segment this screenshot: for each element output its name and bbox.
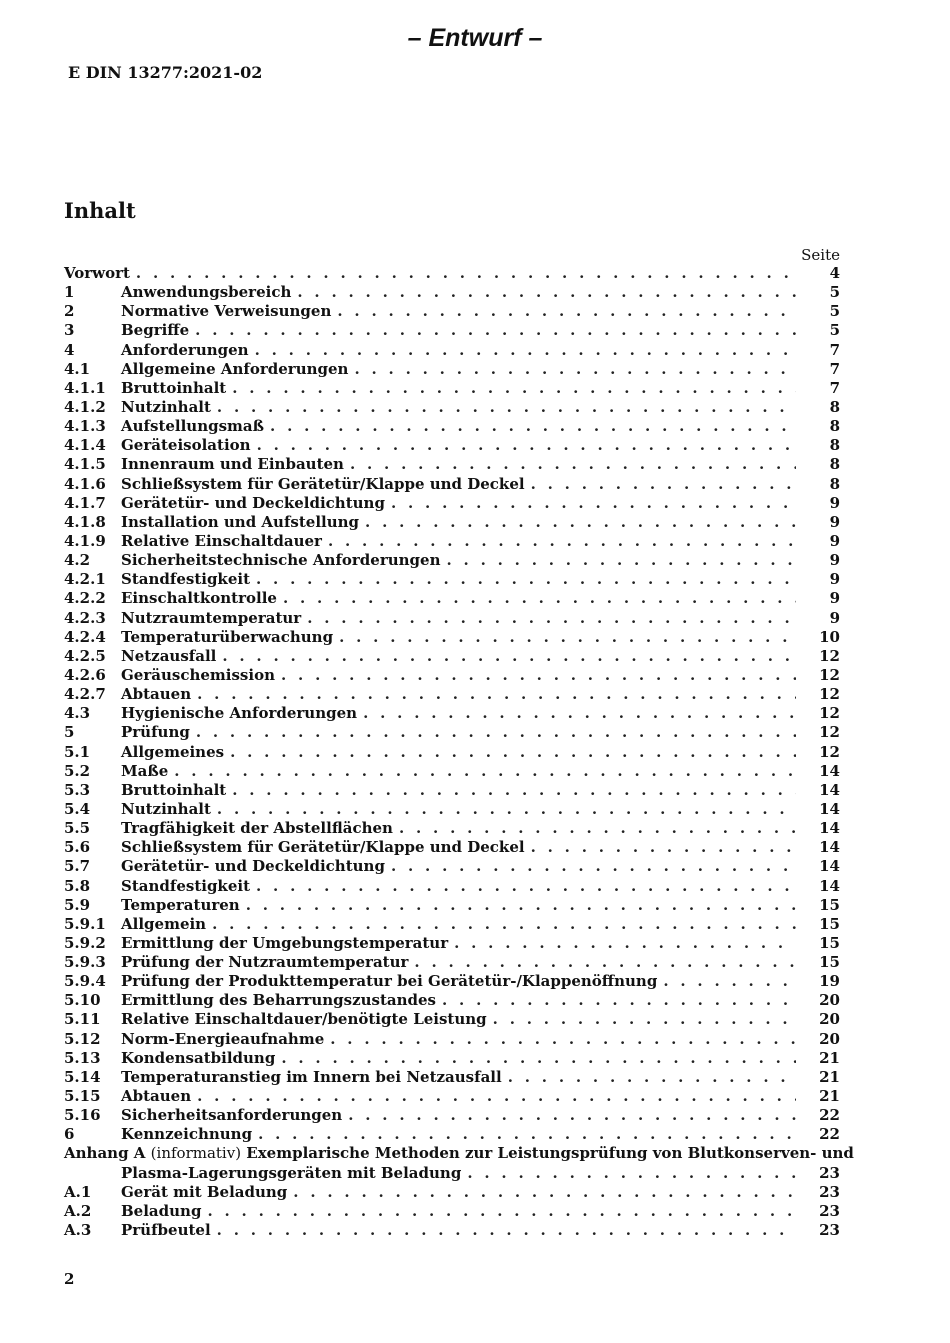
annex-informativ: (informativ) — [150, 1144, 242, 1163]
toc-entry-page: 21 — [819, 1087, 840, 1106]
dot-leader — [328, 532, 796, 551]
toc-entry-page: 14 — [819, 876, 840, 895]
toc-entry-title: Ermittlung der Umgebungstemperatur — [121, 933, 449, 952]
toc-entry-number: 5.6 — [64, 838, 91, 857]
dot-leader — [391, 494, 796, 513]
toc-entry-page: 15 — [819, 953, 840, 972]
toc-entry-number: 5.11 — [64, 1010, 101, 1029]
toc-entry-title: Kondensatbildung — [121, 1048, 276, 1067]
dot-leader — [232, 781, 796, 800]
toc-entry-number: 5.1 — [64, 742, 91, 761]
toc-entry-page: 8 — [829, 436, 840, 455]
annex-page: 23 — [819, 1163, 840, 1182]
toc-entry[interactable] — [64, 475, 840, 494]
toc-entry[interactable] — [64, 417, 840, 436]
toc-entry-page: 12 — [819, 665, 840, 684]
dot-leader — [339, 628, 796, 647]
toc-entry-page: 9 — [829, 551, 840, 570]
toc-entry-page: 12 — [819, 646, 840, 665]
dot-leader — [391, 857, 796, 876]
toc-entry[interactable] — [64, 838, 840, 857]
toc-entry[interactable] — [64, 723, 840, 742]
toc-entry-title: Geräteisolation — [121, 436, 251, 455]
toc-entry-number: A.1 — [64, 1182, 92, 1201]
dot-leader — [350, 455, 796, 474]
toc-entry-title: Sicherheitsanforderungen — [121, 1106, 343, 1125]
toc-entry[interactable] — [64, 628, 840, 647]
toc-entry-page: 15 — [819, 895, 840, 914]
toc-entry[interactable] — [64, 1068, 840, 1087]
dot-leader — [414, 953, 796, 972]
toc-entry[interactable] — [64, 1030, 840, 1049]
toc-entry-page: 7 — [829, 359, 840, 378]
toc-entry-page: 21 — [819, 1067, 840, 1086]
toc-entry[interactable] — [64, 589, 840, 608]
dot-leader — [255, 341, 796, 360]
dot-leader — [354, 360, 796, 379]
toc-entry-title: Tragfähigkeit der Abstellflächen — [121, 819, 393, 838]
dot-leader — [467, 1164, 796, 1183]
toc-entry-title: Schließsystem für Gerätetür/Klappe und Deckel — [121, 474, 525, 493]
toc-entry-page: 8 — [829, 417, 840, 436]
toc-entry-title: Temperaturüberwachung — [121, 627, 334, 646]
toc-entry-title: Norm-Energieaufnahme — [121, 1029, 325, 1048]
table-of-contents — [64, 264, 854, 1240]
toc-entry-number: 4.1.4 — [64, 436, 106, 455]
toc-entry-number: 4 — [64, 340, 75, 359]
toc-entry-title: Ermittlung des Beharrungszustandes — [121, 991, 436, 1010]
toc-entry-page: 14 — [819, 761, 840, 780]
toc-entry[interactable] — [64, 1221, 840, 1240]
annex-prefix: Anhang A — [64, 1144, 146, 1163]
toc-entry-number: 6 — [64, 1125, 75, 1144]
toc-entry-number: 4.1.3 — [64, 417, 106, 436]
toc-entry-page: 14 — [819, 838, 840, 857]
toc-entry-title: Normative Verweisungen — [121, 302, 332, 321]
toc-entry[interactable] — [64, 1106, 840, 1125]
toc-entry-page: 9 — [829, 608, 840, 627]
dot-leader — [337, 302, 796, 321]
toc-annex-line1[interactable] — [64, 1144, 854, 1163]
toc-annex-entries — [64, 1183, 840, 1240]
toc-entry[interactable] — [64, 1125, 840, 1144]
toc-entry[interactable] — [64, 896, 840, 915]
toc-entry-number: A.3 — [64, 1221, 92, 1240]
toc-entry[interactable] — [64, 991, 840, 1010]
toc-entry[interactable] — [64, 1010, 840, 1029]
dot-leader — [281, 1049, 796, 1068]
toc-entry-number: 5.9.2 — [64, 933, 106, 952]
toc-entry-page: 10 — [819, 627, 840, 646]
dot-leader — [258, 1125, 796, 1144]
toc-entry-number: 5.5 — [64, 819, 91, 838]
toc-entry[interactable] — [64, 972, 840, 991]
toc-entry-page: 22 — [819, 1125, 840, 1144]
toc-entry-page: 5 — [829, 302, 840, 321]
dot-leader — [330, 1030, 796, 1049]
annex-title-line1: Exemplarische Methoden zur Leistungsprüfung von Blutkonserven- und — [246, 1144, 854, 1163]
toc-entry[interactable] — [64, 321, 840, 340]
dot-leader — [293, 1183, 796, 1202]
toc-entry-number: A.2 — [64, 1201, 92, 1220]
toc-entry-number: 4.2.4 — [64, 627, 106, 646]
toc-entry[interactable] — [64, 609, 840, 628]
toc-entry-page: 20 — [819, 1029, 840, 1048]
dot-leader — [256, 877, 796, 896]
toc-entry-page: 15 — [819, 914, 840, 933]
toc-entry-title: Vorwort — [64, 264, 130, 282]
dot-leader — [174, 762, 796, 781]
toc-entry[interactable] — [64, 647, 840, 666]
toc-entry-page: 14 — [819, 857, 840, 876]
toc-entry-number: 4.1.2 — [64, 397, 106, 416]
toc-main-entries — [64, 264, 840, 1144]
toc-entry-title: Abtauen — [121, 1087, 192, 1106]
toc-entry-title: Nutzraumtemperatur — [121, 608, 302, 627]
dot-leader — [217, 1221, 796, 1240]
toc-entry[interactable] — [64, 494, 840, 513]
toc-entry-page: 7 — [829, 378, 840, 397]
toc-entry-number: 5 — [64, 723, 75, 742]
toc-entry[interactable] — [64, 398, 840, 417]
dot-leader — [447, 551, 797, 570]
toc-entry-page: 14 — [819, 799, 840, 818]
toc-entry-number: 5.16 — [64, 1106, 101, 1125]
dot-leader — [297, 283, 796, 302]
toc-entry-page: 12 — [819, 704, 840, 723]
toc-entry-number: 5.13 — [64, 1048, 101, 1067]
toc-entry-page: 23 — [819, 1221, 840, 1240]
dot-leader — [230, 743, 796, 762]
toc-entry-title: Gerätetür- und Deckeldichtung — [121, 857, 385, 876]
toc-entry-title: Allgemeine Anforderungen — [121, 359, 349, 378]
toc-entry-number: 4.1.8 — [64, 512, 106, 531]
toc-entry[interactable] — [64, 455, 840, 474]
toc-entry[interactable] — [64, 513, 840, 532]
toc-entry[interactable] — [64, 915, 840, 934]
toc-entry-page: 9 — [829, 531, 840, 550]
toc-entry-number: 4.1.5 — [64, 455, 106, 474]
dot-leader — [212, 915, 796, 934]
toc-entry-title: Abtauen — [121, 685, 192, 704]
toc-entry-page: 20 — [819, 1010, 840, 1029]
toc-entry-page: 8 — [829, 455, 840, 474]
toc-entry-number: 4.1 — [64, 359, 91, 378]
dot-leader — [257, 436, 796, 455]
annex-title-line2: Plasma-Lagerungsgeräten mit Beladung — [121, 1163, 462, 1182]
toc-entry-title: Hygienische Anforderungen — [121, 704, 358, 723]
toc-entry-number: 4.1.9 — [64, 531, 106, 550]
toc-entry[interactable] — [64, 302, 840, 321]
toc-entry[interactable] — [64, 877, 840, 896]
toc-entry-page: 5 — [829, 321, 840, 340]
dot-leader — [442, 991, 796, 1010]
toc-entry[interactable] — [64, 1049, 840, 1068]
toc-entry-title: Anforderungen — [121, 340, 249, 359]
toc-entry-number: 5.4 — [64, 799, 91, 818]
toc-entry-title: Maße — [121, 761, 169, 780]
toc-entry-title: Beladung — [121, 1201, 202, 1220]
toc-entry-page: 21 — [819, 1048, 840, 1067]
toc-entry-page: 8 — [829, 397, 840, 416]
toc-entry-title: Prüfung — [121, 723, 190, 742]
dot-leader — [281, 666, 796, 685]
toc-entry-number: 4.1.7 — [64, 493, 106, 512]
toc-entry[interactable] — [64, 1183, 840, 1202]
toc-entry-number: 5.14 — [64, 1067, 101, 1086]
toc-entry-page: 20 — [819, 991, 840, 1010]
page-column-label: Seite — [801, 246, 840, 264]
toc-entry-number: 4.2.5 — [64, 646, 106, 665]
toc-entry-page: 9 — [829, 570, 840, 589]
dot-leader — [256, 570, 796, 589]
toc-entry-page: 4 — [829, 264, 840, 282]
toc-entry-number: 5.15 — [64, 1087, 101, 1106]
toc-entry-title: Netzausfall — [121, 646, 217, 665]
toc-entry-page: 7 — [829, 340, 840, 359]
toc-entry[interactable] — [64, 781, 840, 800]
page-number: 2 — [64, 1270, 75, 1288]
toc-entry[interactable] — [64, 436, 840, 455]
toc-entry-title: Aufstellungsmaß — [121, 417, 265, 436]
dot-leader — [232, 379, 796, 398]
dot-leader — [493, 1010, 796, 1029]
toc-entry-number: 1 — [64, 283, 75, 302]
toc-entry-title: Nutzinhalt — [121, 799, 211, 818]
toc-entry-title: Anwendungsbereich — [121, 283, 292, 302]
toc-entry-title: Prüfbeutel — [121, 1221, 211, 1240]
toc-entry-number: 5.3 — [64, 780, 91, 799]
toc-entry[interactable] — [64, 532, 840, 551]
toc-entry[interactable] — [64, 570, 840, 589]
toc-entry[interactable] — [64, 551, 840, 570]
dot-leader — [531, 838, 796, 857]
toc-entry-page: 9 — [829, 589, 840, 608]
toc-entry-title: Bruttoinhalt — [121, 780, 227, 799]
toc-entry-page: 12 — [819, 723, 840, 742]
toc-entry-page: 9 — [829, 512, 840, 531]
toc-entry-page: 23 — [819, 1201, 840, 1220]
toc-entry[interactable] — [64, 934, 840, 953]
toc-entry-number: 3 — [64, 321, 75, 340]
dot-leader — [508, 1068, 796, 1087]
toc-entry-number: 4.2.7 — [64, 685, 106, 704]
toc-entry-number: 4.2 — [64, 551, 91, 570]
toc-entry-title: Prüfung der Produkttemperatur bei Gerätetür-/Klappenöffnung — [121, 972, 658, 991]
toc-entry-title: Allgemeines — [121, 742, 225, 761]
dot-leader — [246, 896, 796, 915]
toc-entry-number: 5.9.1 — [64, 914, 106, 933]
dot-leader — [217, 800, 796, 819]
toc-entry-number: 5.9.3 — [64, 953, 106, 972]
dot-leader — [399, 819, 796, 838]
dot-leader — [283, 589, 796, 608]
toc-entry-page: 15 — [819, 933, 840, 952]
toc-entry-number: 4.3 — [64, 704, 91, 723]
toc-entry-title: Nutzinhalt — [121, 397, 211, 416]
toc-entry-number: 5.9.4 — [64, 972, 106, 991]
toc-entry-number: 4.2.3 — [64, 608, 106, 627]
toc-entry-number: 4.2.2 — [64, 589, 106, 608]
toc-entry[interactable] — [64, 341, 840, 360]
toc-entry[interactable] — [64, 264, 840, 283]
toc-entry-page: 12 — [819, 742, 840, 761]
dot-leader — [663, 972, 796, 991]
toc-entry-page: 9 — [829, 493, 840, 512]
toc-entry-title: Schließsystem für Gerätetür/Klappe und Deckel — [121, 838, 525, 857]
toc-entry-title: Gerät mit Beladung — [121, 1182, 288, 1201]
toc-entry-number: 5.10 — [64, 991, 101, 1010]
toc-entry-title: Allgemein — [121, 914, 207, 933]
dot-leader — [307, 609, 796, 628]
toc-entry-title: Installation und Aufstellung — [121, 512, 360, 531]
toc-entry[interactable] — [64, 800, 840, 819]
toc-entry[interactable] — [64, 1087, 840, 1106]
toc-entry-page: 14 — [819, 780, 840, 799]
toc-entry-number: 4.1.1 — [64, 378, 106, 397]
toc-entry-title: Einschaltkontrolle — [121, 589, 277, 608]
toc-entry-page: 12 — [819, 685, 840, 704]
toc-entry-title: Bruttoinhalt — [121, 378, 227, 397]
dot-leader — [348, 1106, 796, 1125]
dot-leader — [222, 647, 796, 666]
toc-entry[interactable] — [64, 743, 840, 762]
dot-leader — [195, 321, 796, 340]
dot-leader — [363, 704, 796, 723]
toc-entry-number: 5.2 — [64, 761, 91, 780]
toc-entry-number: 4.1.6 — [64, 474, 106, 493]
toc-entry[interactable] — [64, 360, 840, 379]
toc-entry[interactable] — [64, 762, 840, 781]
toc-entry-title: Kennzeichnung — [121, 1125, 253, 1144]
toc-entry-page: 8 — [829, 474, 840, 493]
toc-entry-title: Sicherheitstechnische Anforderungen — [121, 551, 441, 570]
toc-entry-title: Geräuschemission — [121, 665, 275, 684]
toc-entry[interactable] — [64, 953, 840, 972]
dot-leader — [270, 417, 796, 436]
dot-leader — [207, 1202, 796, 1221]
toc-entry-page: 22 — [819, 1106, 840, 1125]
toc-entry-page: 23 — [819, 1182, 840, 1201]
toc-entry-number: 4.2.1 — [64, 570, 106, 589]
draft-watermark: – Entwurf – — [407, 24, 543, 52]
toc-entry-number: 5.9 — [64, 895, 91, 914]
toc-entry-title: Prüfung der Nutzraumtemperatur — [121, 953, 409, 972]
toc-entry-title: Temperaturanstieg im Innern bei Netzausfall — [121, 1067, 502, 1086]
dot-leader — [197, 1087, 796, 1106]
toc-entry[interactable] — [64, 685, 840, 704]
toc-entry-title: Innenraum und Einbauten — [121, 455, 344, 474]
toc-entry-page: 5 — [829, 283, 840, 302]
toc-entry-number: 5.7 — [64, 857, 91, 876]
toc-entry[interactable] — [64, 1202, 840, 1221]
dot-leader — [365, 513, 796, 532]
toc-entry-page: 19 — [819, 972, 840, 991]
toc-entry-title: Begriffe — [121, 321, 190, 340]
dot-leader — [217, 398, 796, 417]
dot-leader — [454, 934, 796, 953]
toc-entry-number: 5.8 — [64, 876, 91, 895]
toc-entry[interactable] — [64, 704, 840, 723]
toc-entry-number: 2 — [64, 302, 75, 321]
toc-entry-page: 14 — [819, 819, 840, 838]
toc-entry[interactable] — [64, 819, 840, 838]
dot-leader — [136, 264, 796, 283]
toc-entry-title: Standfestigkeit — [121, 570, 250, 589]
dot-leader — [197, 685, 796, 704]
toc-annex-line2[interactable] — [64, 1164, 840, 1183]
toc-entry-title: Relative Einschaltdauer — [121, 531, 322, 550]
toc-entry[interactable] — [64, 283, 840, 302]
dot-leader — [196, 723, 796, 742]
toc-entry-title: Gerätetür- und Deckeldichtung — [121, 493, 385, 512]
document-id: E DIN 13277:2021-02 — [68, 63, 263, 82]
toc-entry[interactable] — [64, 666, 840, 685]
toc-entry[interactable] — [64, 857, 840, 876]
toc-entry-number: 5.12 — [64, 1029, 101, 1048]
toc-entry-title: Standfestigkeit — [121, 876, 250, 895]
page-title: Inhalt — [64, 198, 136, 223]
toc-entry-number: 4.2.6 — [64, 665, 106, 684]
dot-leader — [531, 475, 796, 494]
toc-entry-title: Temperaturen — [121, 895, 240, 914]
toc-entry[interactable] — [64, 379, 840, 398]
toc-entry-title: Relative Einschaltdauer/benötigte Leistung — [121, 1010, 487, 1029]
